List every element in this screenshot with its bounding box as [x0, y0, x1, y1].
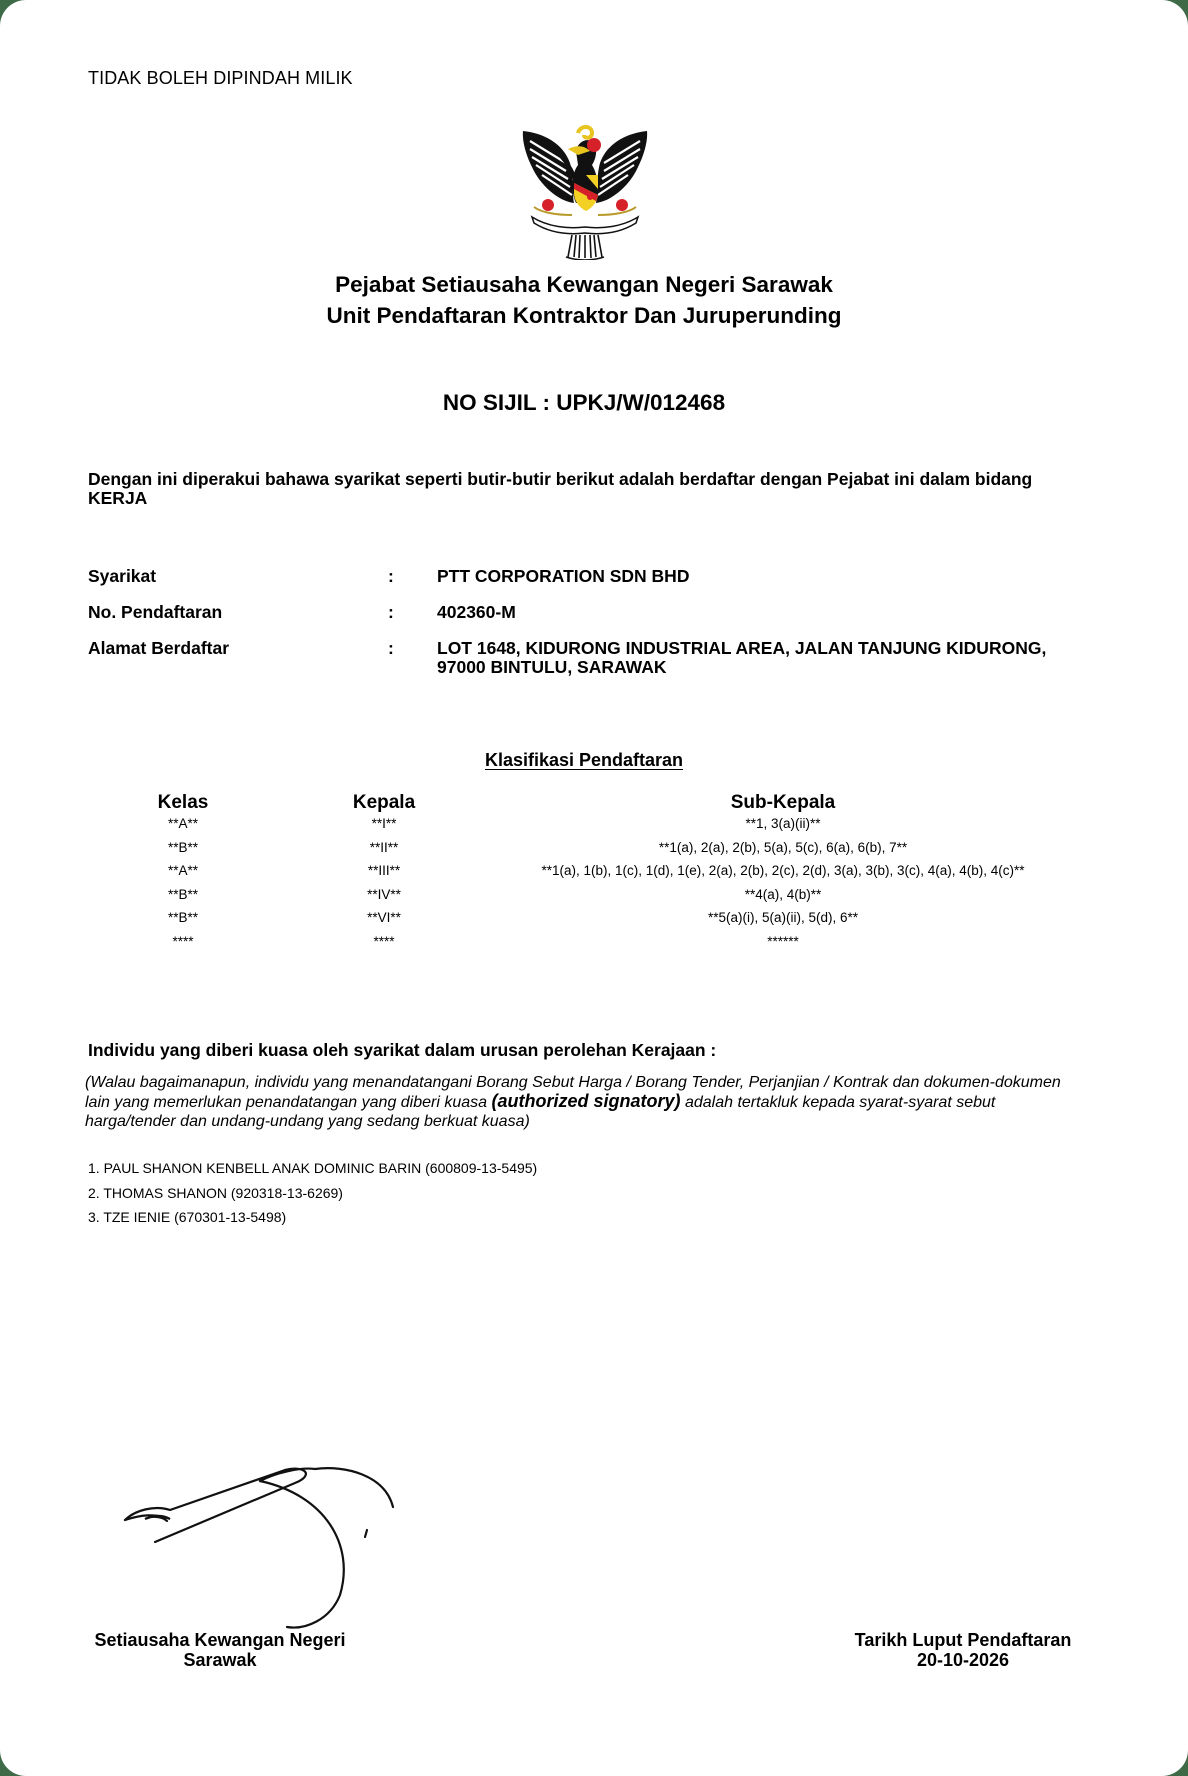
column-header-sub-kepala: Sub-Kepala: [730, 792, 836, 813]
sub-kepala-cell: ******: [767, 933, 799, 949]
field-colon: :: [388, 602, 394, 622]
organization-unit: Unit Pendaftaran Kontraktor Dan Juruperunding: [326, 303, 842, 328]
field-label: Alamat Berdaftar: [88, 638, 230, 658]
sub-kepala-cell: **1(a), 1(b), 1(c), 1(d), 1(e), 2(a), 2(b), 2(c), 2(d), 3(a), 3(b), 3(c), 4(a), 4(b), 4(c)**: [541, 863, 1025, 878]
note-text: adalah tertakluk kepada syarat-syarat sebut harga/tender dan undang-undang yang sedang berkuat kuasa): [85, 1094, 996, 1130]
kelas-cell: ****: [172, 933, 194, 949]
table-row: [0, 816, 1188, 840]
sub-kepala-cell: **4(a), 4(b)**: [744, 886, 822, 902]
column-header-kelas: Kelas: [157, 792, 209, 813]
authorized-individuals-list: [88, 1160, 537, 1234]
classification-table: [0, 792, 1188, 957]
field-colon: :: [388, 638, 394, 658]
kepala-cell: ****: [373, 933, 395, 949]
kepala-cell: **II**: [369, 839, 399, 855]
kepala-cell: **I**: [371, 816, 397, 831]
table-row: [0, 910, 1188, 934]
classification-title: [0, 750, 1168, 771]
authorized-signatory-note: [85, 1073, 1085, 1131]
non-transferable-notice: TIDAK BOLEH DIPINDAH MILIK: [88, 68, 353, 88]
list-item: 1. PAUL SHANON KENBELL ANAK DOMINIC BARIN (600809-13-5495): [88, 1160, 538, 1176]
kelas-cell: **A**: [167, 863, 199, 878]
kelas-cell: **B**: [167, 839, 199, 855]
company-name: PTT CORPORATION SDN BHD: [437, 566, 690, 586]
table-row: [0, 887, 1188, 911]
field-colon: :: [388, 566, 394, 586]
note-emphasis: (authorized signatory): [491, 1091, 681, 1111]
table-row: [0, 840, 1188, 864]
kelas-cell: **B**: [167, 886, 199, 902]
kepala-cell: **III**: [367, 863, 401, 878]
signatory-title-line1: Setiausaha Kewangan Negeri: [94, 1630, 346, 1650]
list-item: 3. TZE IENIE (670301-13-5498): [88, 1209, 287, 1225]
classification-title-text: Klasifikasi Pendaftaran: [484, 750, 684, 770]
kelas-cell: **A**: [167, 816, 199, 831]
authorized-individuals-heading: Individu yang diberi kuasa oleh syarikat dalam urusan perolehan Kerajaan :: [88, 1040, 717, 1060]
expiry-date: 20-10-2026: [916, 1650, 1010, 1670]
table-row: [0, 934, 1188, 958]
kelas-cell: **B**: [167, 910, 199, 925]
registration-expiry: [838, 1630, 1088, 1670]
organization-name: Pejabat Setiausaha Kewangan Negeri Sarawak: [335, 272, 833, 297]
field-label: Syarikat: [88, 566, 157, 586]
certificate-number: NO SIJIL : UPKJ/W/012468: [442, 390, 726, 415]
kepala-cell: **VI**: [367, 910, 401, 925]
column-header-kepala: Kepala: [352, 792, 416, 813]
note-text: (Walau bagaimanapun, individu yang menandatangani Borang Sebut Harga / Borang Tender, Perjanjian / Kontrak dan dokumen-dokumen lain yang memerlukan penandatangan yang diberi kuasa: [85, 1074, 1061, 1111]
table-row: [0, 863, 1188, 887]
field-label: No. Pendaftaran: [88, 602, 223, 622]
sub-kepala-cell: **1(a), 2(a), 2(b), 5(a), 5(c), 6(a), 6(b), 7**: [658, 839, 908, 855]
kepala-cell: **IV**: [367, 886, 401, 902]
signatory-title-line2: Sarawak: [183, 1650, 257, 1670]
signature-icon: [115, 1455, 405, 1635]
registered-address: LOT 1648, KIDURONG INDUSTRIAL AREA, JALAN TANJUNG KIDURONG, 97000 BINTULU, SARAWAK: [437, 638, 1047, 677]
registration-number: 402360-M: [437, 602, 516, 622]
table-header-row: [0, 792, 1188, 816]
expiry-label: Tarikh Luput Pendaftaran: [854, 1630, 1072, 1650]
list-item: 2. THOMAS SHANON (920318-13-6269): [88, 1184, 343, 1201]
sub-kepala-cell: **1, 3(a)(ii)**: [745, 816, 821, 831]
sarawak-coat-of-arms-icon: [518, 123, 652, 260]
signatory-title: [70, 1630, 370, 1670]
certification-statement: Dengan ini diperakui bahawa syarikat seperti butir-butir berikut adalah berdaftar dengan Pejabat ini dalam bidang KERJA: [88, 469, 1033, 508]
sub-kepala-cell: **5(a)(i), 5(a)(ii), 5(d), 6**: [707, 910, 859, 925]
